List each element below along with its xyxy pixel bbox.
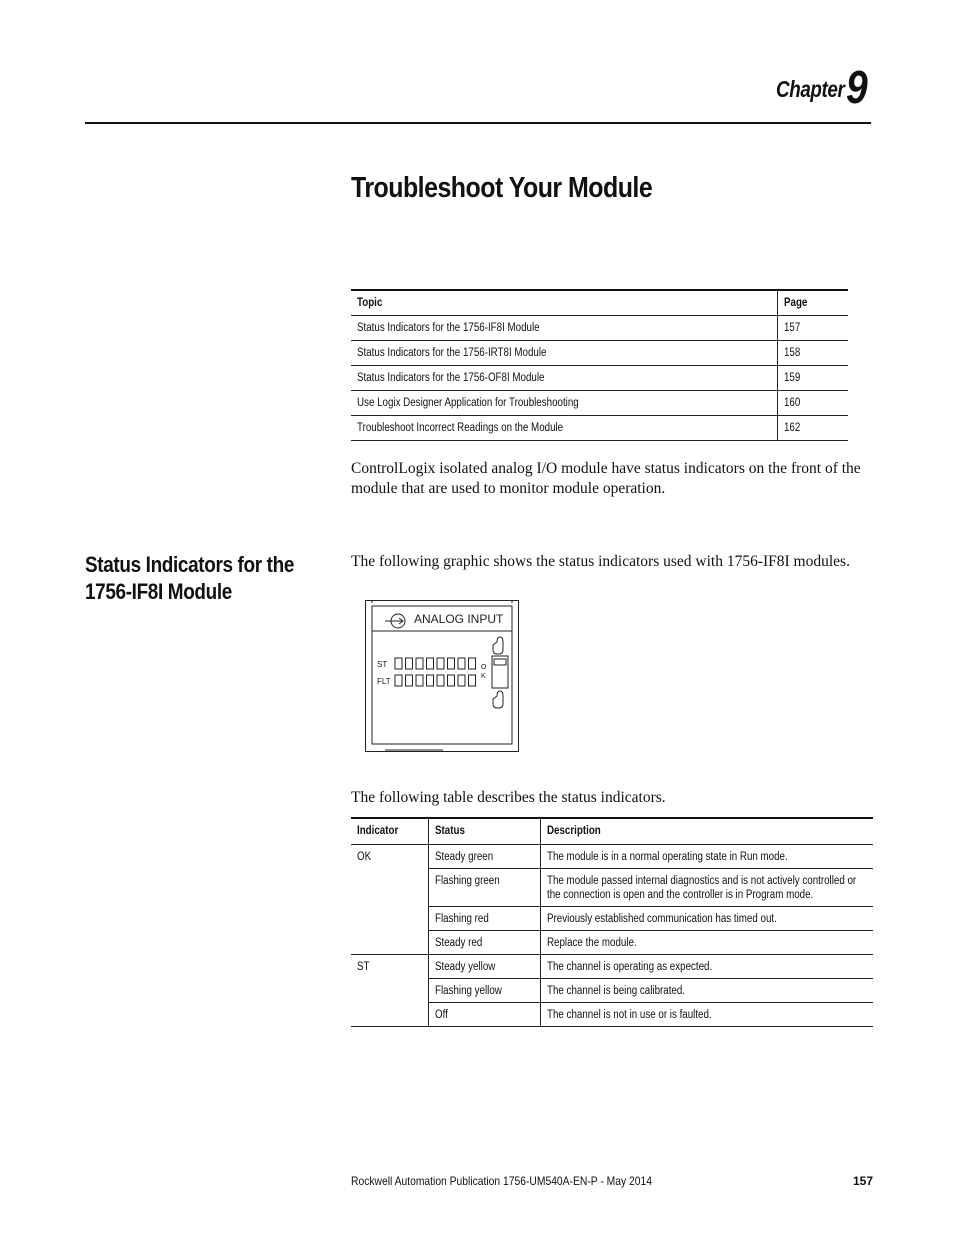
description-cell: Replace the module. [541,931,874,955]
topic-table [351,289,848,441]
indicator-header: Indicator [351,818,429,845]
description-cell: The channel is being calibrated. [541,979,874,1003]
graphic-intro-paragraph: The following graphic shows the status indicators used with 1756-IF8I modules. [351,553,850,570]
channel-indicator-box [469,658,476,669]
channel-indicator-box [448,658,455,669]
indicator-cell [351,979,429,1003]
status-cell: Steady green [429,845,541,869]
table-row [351,979,873,1003]
table-row[interactable] [351,416,848,441]
page-header: Page [778,290,849,316]
topic-link[interactable]: Troubleshoot Incorrect Readings on the Module [351,416,778,441]
table-row [351,845,873,869]
table-row[interactable] [351,316,848,341]
channel-indicator-box [437,658,444,669]
table-row [351,907,873,931]
description-cell: The module passed internal diagnostics and is not actively controlled or the connection is open and the controller is in Program mode. [541,869,874,907]
indicator-cell: OK [357,851,372,863]
module-title: ANALOG INPUT [414,612,504,626]
status-cell: Flashing red [429,907,541,931]
topic-table-header [351,290,848,316]
page-number: 157 [778,316,849,341]
status-table [351,817,873,1027]
chapter-number: 9 [846,61,868,113]
channel-indicator-box [416,658,423,669]
indicator-cell [351,931,429,955]
topic-link[interactable]: Status Indicators for the 1756-IF8I Module [351,316,778,341]
channel-indicator-box [395,675,402,686]
channel-indicator-box [458,675,465,686]
header-rule [85,122,871,124]
page-number: 160 [778,391,849,416]
topic-link[interactable]: Status Indicators for the 1756-IRT8I Module [351,341,778,366]
footer-publication: Rockwell Automation Publication 1756-UM540A-EN-P - May 2014 [351,1174,652,1188]
status-cell: Flashing yellow [429,979,541,1003]
page-number: 162 [778,416,849,441]
topic-link[interactable]: Use Logix Designer Application for Troubleshooting [351,391,778,416]
channel-indicator-box [448,675,455,686]
topic-header: Topic [351,290,778,316]
flt-label: FLT [377,677,391,686]
indicator-cell: ST [357,961,370,973]
table-intro-paragraph: The following table describes the status indicators. [351,789,666,806]
channel-indicator-box [427,675,434,686]
table-row [351,931,873,955]
description-cell: The module is in a normal operating state in Run mode. [541,845,874,869]
intro-paragraph: ControlLogix isolated analog I/O module have status indicators on the front of the module that are used to monitor module operation. [351,460,861,497]
page-number: 159 [778,366,849,391]
chapter-label: Chapter [776,76,845,102]
description-cell: The channel is operating as expected. [541,955,874,979]
table-row [351,955,873,979]
footer-page-number: 157 [853,1174,874,1188]
table-row[interactable] [351,366,848,391]
indicator-cell [351,1003,429,1027]
page-number: 158 [778,341,849,366]
ok-label-o: O [481,664,487,671]
section-heading-line2: 1756-IF8I Module [85,579,232,604]
table-row [351,1003,873,1027]
channel-indicator-box [469,675,476,686]
status-table-header [351,818,873,845]
status-cell: Steady yellow [429,955,541,979]
table-row [351,869,873,907]
ok-indicator [492,656,508,688]
page-title: Troubleshoot Your Module [351,172,653,204]
status-header: Status [429,818,541,845]
table-row[interactable] [351,391,848,416]
channel-indicator-box [427,658,434,669]
description-cell: Previously established communication has timed out. [541,907,874,931]
status-cell: Flashing green [429,869,541,907]
channel-indicator-box [406,675,413,686]
description-cell: The channel is not in use or is faulted. [541,1003,874,1027]
channel-indicator-box [395,658,402,669]
channel-indicator-box [458,658,465,669]
status-cell: Off [429,1003,541,1027]
channel-indicator-box [416,675,423,686]
description-header: Description [541,818,874,845]
indicator-cell [351,907,429,931]
section-heading-line1: Status Indicators for the [85,552,295,577]
channel-indicator-box [437,675,444,686]
topic-link[interactable]: Status Indicators for the 1756-OF8I Module [351,366,778,391]
module-status-graphic [365,600,519,752]
section-heading [85,551,326,605]
table-row[interactable] [351,341,848,366]
ok-label-k: K [481,673,486,680]
indicator-cell [351,869,429,907]
st-label: ST [377,660,388,669]
channel-indicator-box [406,658,413,669]
status-cell: Steady red [429,931,541,955]
